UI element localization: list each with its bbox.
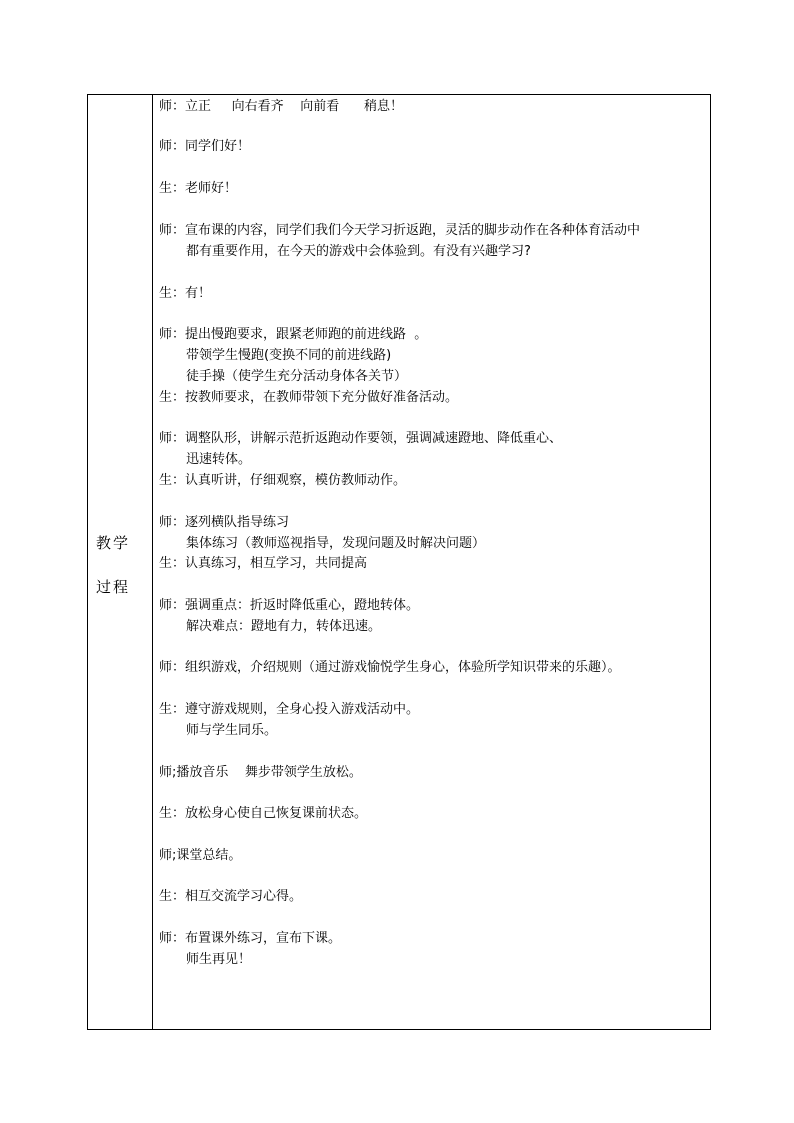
text-line: 师;播放音乐 舞步带领学生放松。	[159, 765, 362, 780]
text-line: 都有重要作用，在今天的游戏中会体验到。有没有兴趣学习?	[186, 244, 531, 259]
text-line: 师：提出慢跑要求，跟紧老师跑的前进线路 。	[159, 327, 428, 342]
text-line: 师与学生同乐。	[186, 723, 278, 738]
column-divider	[152, 95, 153, 1029]
text-line: 师：布置课外练习，宣布下课。	[159, 931, 342, 946]
text-line: 生：遵守游戏规则，全身心投入游戏活动中。	[159, 702, 420, 717]
text-line: 生：认真练习，相互学习，共同提高	[159, 556, 368, 571]
lesson-table	[87, 94, 711, 1030]
text-line: 师：调整队形，讲解示范折返跑动作要领，强调减速蹬地、降低重心、	[159, 431, 563, 446]
text-line: 生：按教师要求，在教师带领下充分做好准备活动。	[159, 390, 459, 405]
text-line: 师：同学们好！	[159, 139, 251, 154]
row-label-cell	[88, 95, 152, 1029]
text-line: 生：认真听讲，仔细观察，模仿教师动作。	[159, 473, 407, 488]
text-line: 生：老师好！	[159, 181, 238, 196]
text-line: 师：逐列横队指导练习	[159, 515, 290, 530]
text-line: 徒手操（使学生充分活动身体各关节）	[186, 369, 408, 384]
text-line: 师：强调重点：折返时降低重心，蹬地转体。	[159, 598, 420, 613]
text-line: 师;课堂总结。	[159, 848, 242, 863]
text-line: 师：宣布课的内容，同学们我们今天学习折返跑，灵活的脚步动作在各种体育活动中	[159, 223, 641, 238]
text-line: 生：相互交流学习心得。	[159, 889, 303, 904]
text-line: 迅速转体。	[186, 452, 252, 467]
text-line: 集体练习（教师巡视指导，发现问题及时解决问题）	[186, 536, 486, 551]
text-line: 生：放松身心使自己恢复课前状态。	[159, 806, 368, 821]
row-label-line: 过程	[96, 578, 131, 596]
text-line: 生：有！	[159, 286, 212, 301]
row-label-line: 教学	[96, 534, 131, 552]
text-line: 师：立正 向右看齐 向前看 稍息！	[159, 99, 403, 114]
text-line: 带领学生慢跑(变换不同的前进线路)	[186, 348, 392, 363]
text-line: 师生再见！	[186, 952, 252, 967]
text-line: 解决难点：蹬地有力，转体迅速。	[186, 619, 382, 634]
text-line: 师：组织游戏，介绍规则（通过游戏愉悦学生身心，体验所学知识带来的乐趣）。	[159, 660, 621, 675]
